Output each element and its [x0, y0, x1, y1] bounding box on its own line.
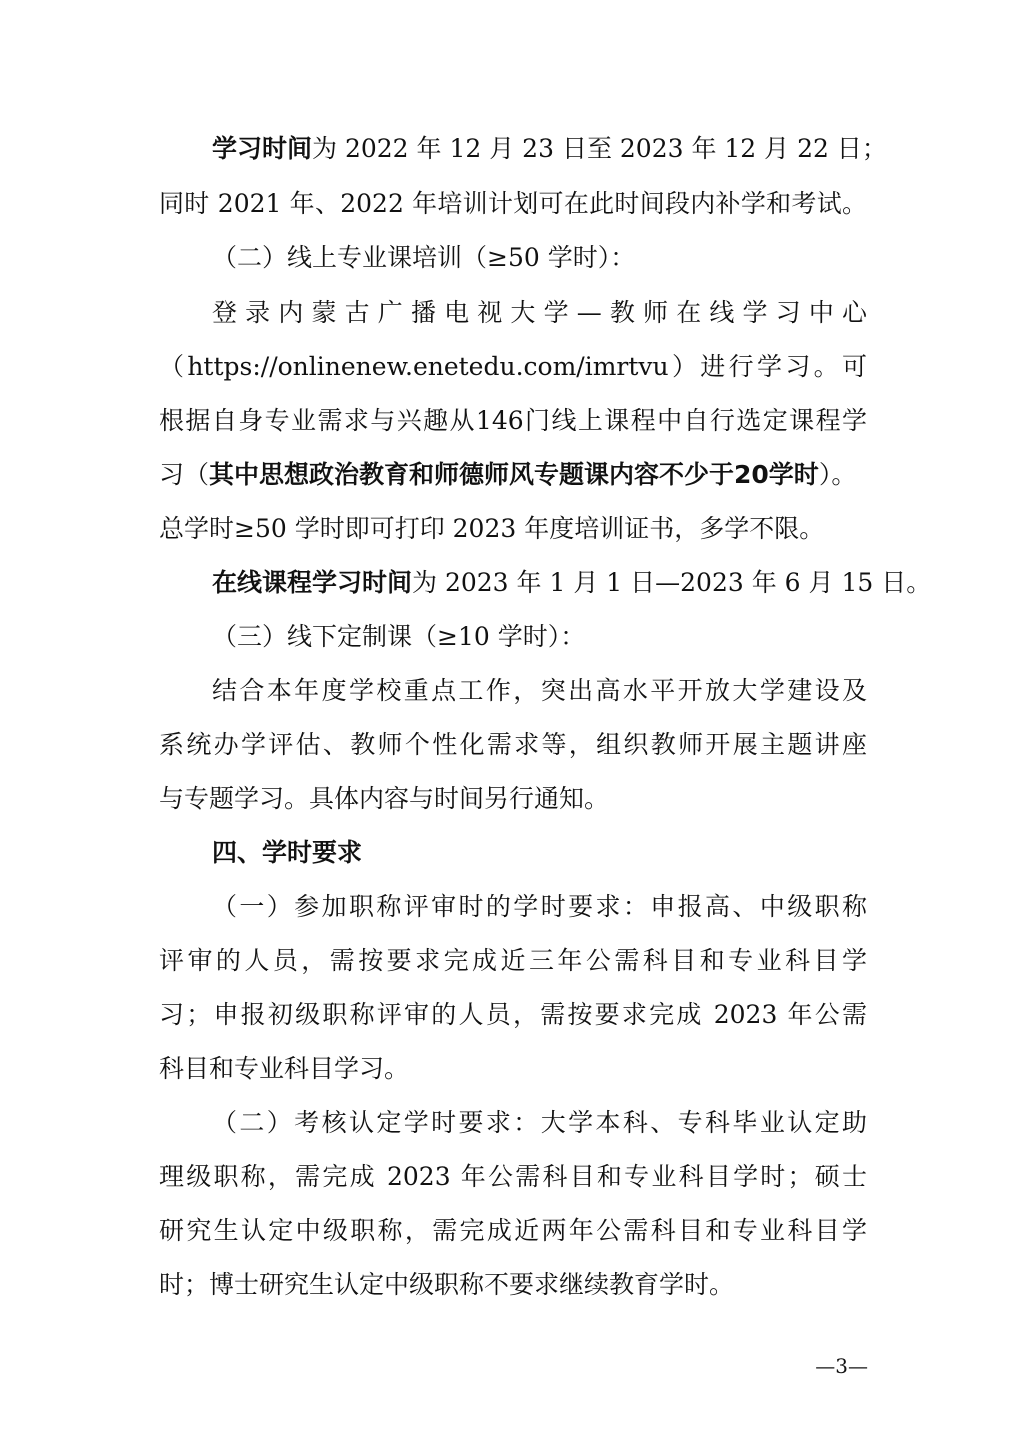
- paragraph-line: 系统办学评估、教师个性化需求等，组织教师开展主题讲座: [159, 730, 867, 759]
- bold-phrase: 其中思想政治教育和师德师风专题课内容不少于20学时: [209, 460, 819, 489]
- paragraph-line: （https://onlinenew.enetedu.com/imrtvu）进行学习。可: [159, 352, 867, 381]
- paragraph-line: （二）考核认定学时要求：大学本科、专科毕业认定助: [212, 1108, 867, 1137]
- paragraph-line: 研究生认定中级职称，需完成近两年公需科目和专业科目学: [159, 1216, 867, 1245]
- paragraph-line: 结合本年度学校重点工作，突出高水平开放大学建设及: [212, 676, 867, 705]
- page-number: —3—: [815, 1354, 868, 1378]
- paragraph-line: 习（其中思想政治教育和师德师风专题课内容不少于20学时）。: [159, 460, 857, 489]
- paragraph-line: 在线课程学习时间为 2023 年 1 月 1 日—2023 年 6 月 15 日。: [212, 568, 932, 597]
- paragraph-line: 时；博士研究生认定中级职称不要求继续教育学时。: [159, 1270, 735, 1299]
- paragraph-line: 习；申报初级职称评审的人员，需按要求完成 2023 年公需: [159, 1000, 867, 1029]
- paragraph-line: 总学时≥50 学时即可打印 2023 年度培训证书，多学不限。: [159, 514, 825, 543]
- paragraph-line: 科目和专业科目学习。: [159, 1054, 410, 1083]
- paragraph-line: 评审的人员，需按要求完成近三年公需科目和专业科目学: [159, 946, 867, 975]
- paragraph-line: 同时 2021 年、2022 年培训计划可在此时间段内补学和考试。: [159, 189, 867, 218]
- paragraph-line: 根据自身专业需求与兴趣从146门线上课程中自行选定课程学: [159, 406, 867, 435]
- section-heading: （二）线上专业课培训（≥50 学时）：: [212, 243, 636, 272]
- bold-phrase: 学习时间: [212, 134, 313, 163]
- paragraph-line: 登录内蒙古广播电视大学—教师在线学习中心: [212, 298, 867, 327]
- paragraph-line: 学习时间为 2022 年 12 月 23 日至 2023 年 12 月 22 日；: [212, 134, 887, 163]
- paragraph-line: 理级职称，需完成 2023 年公需科目和专业科目学时；硕士: [159, 1162, 867, 1191]
- section-heading: 四、学时要求: [212, 838, 363, 867]
- section-heading: （三）线下定制课（≥10 学时）：: [212, 622, 586, 651]
- bold-phrase: 在线课程学习时间: [212, 568, 413, 597]
- paragraph-line: 与专题学习。具体内容与时间另行通知。: [159, 784, 610, 813]
- paragraph-line: （一）参加职称评审时的学时要求：申报高、中级职称: [212, 892, 867, 921]
